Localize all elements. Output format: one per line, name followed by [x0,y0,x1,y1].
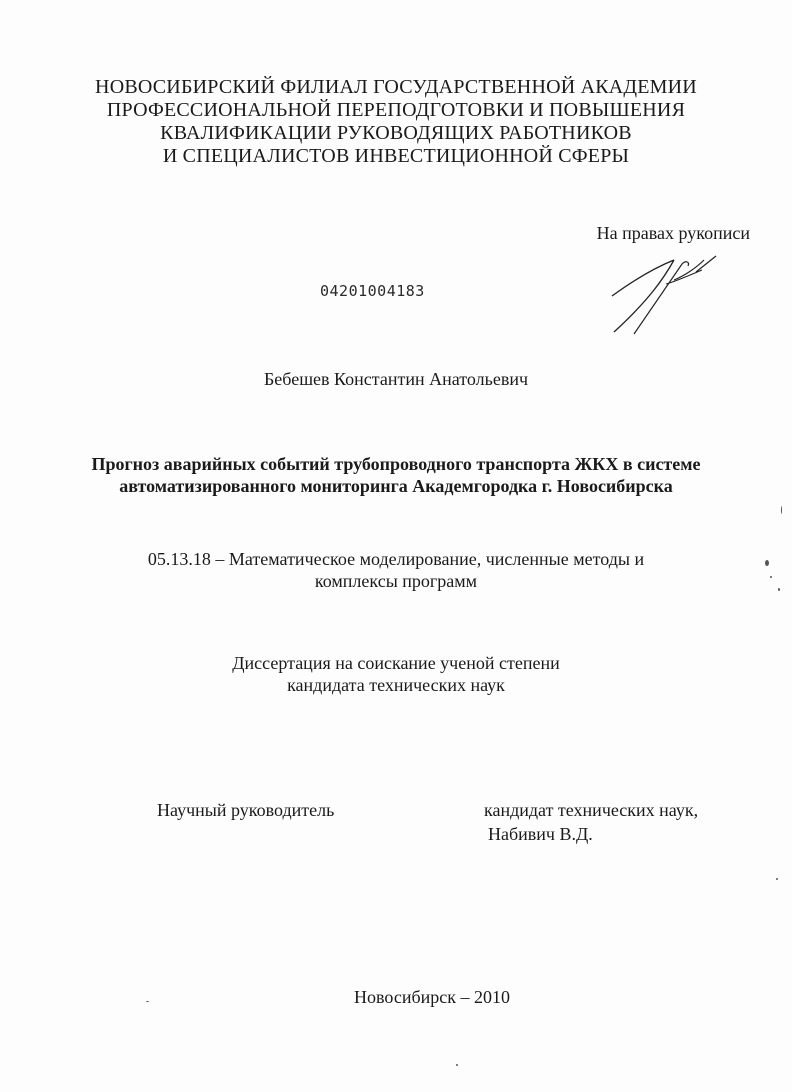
advisor-degree: кандидат технических наук, [484,800,699,820]
specialty-line: комплексы программ [314,571,478,591]
scan-speck [765,560,769,566]
scan-speck [456,1064,458,1066]
rights-note: На правах рукописи [596,223,750,243]
institution-line: И СПЕЦИАЛИСТОВ ИНВЕСТИЦИОННОЙ СФЕРЫ [162,145,630,167]
institution-line: НОВОСИБИРСКИЙ ФИЛИАЛ ГОСУДАРСТВЕННОЙ АКАДЕМИИ [95,76,697,98]
institution-heading [0,76,792,168]
scan-speck [776,878,778,880]
degree-statement [0,652,792,696]
scan-speck [781,506,782,514]
city-year: Новосибирск – 2010 [354,987,510,1007]
title-line: Прогноз аварийных событий трубопроводного транспорта ЖКХ в системе [91,454,701,474]
scan-speck [778,588,780,591]
advisor-label: Научный руководитель [157,800,335,820]
signature-icon [604,250,724,340]
scan-speck [770,576,772,578]
degree-line: Диссертация на соискание ученой степени [232,653,560,673]
specialty-line: 05.13.18 – Математическое моделирование, численные методы и [147,549,645,569]
author-name: Бебешев Константин Анатольевич [263,369,529,389]
institution-line: ПРОФЕССИОНАЛЬНОЙ ПЕРЕПОДГОТОВКИ И ПОВЫШЕНИЯ [106,99,686,121]
advisor-name: Набивич В.Д. [488,824,593,844]
title-line: автоматизированного мониторинга Академгородка г. Новосибирска [119,476,673,496]
dissertation-title [0,453,792,497]
stamp-number: 04201004183 [320,282,425,300]
scan-speck [146,1001,149,1002]
degree-line: кандидата технических наук [287,675,505,695]
institution-line: КВАЛИФИКАЦИИ РУКОВОДЯЩИХ РАБОТНИКОВ [160,122,632,144]
specialty-code [0,548,792,592]
